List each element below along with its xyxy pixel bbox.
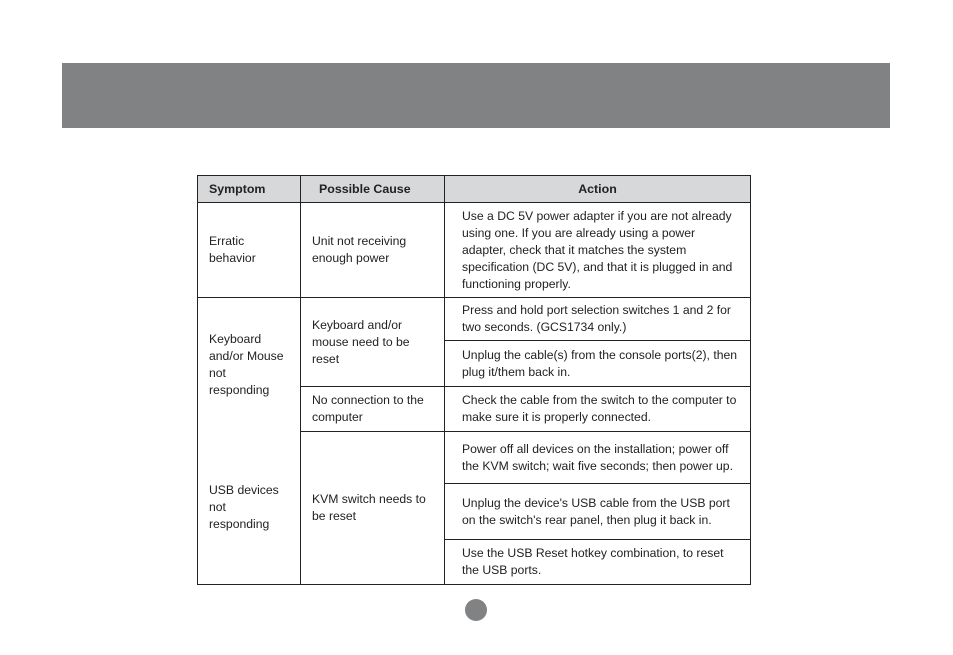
symptom-cell: Erratic behavior bbox=[198, 203, 301, 298]
table-row bbox=[198, 298, 751, 341]
action-cell: Power off all devices on the installation; power off the KVM switch; wait five seconds; then power up. bbox=[445, 432, 751, 484]
action-cell: Check the cable from the switch to the computer to make sure it is properly connected. bbox=[445, 387, 751, 432]
cause-cell: No connection to the computer bbox=[301, 387, 445, 432]
action-cell: Use a DC 5V power adapter if you are not already using one. If you are already using a power adapter, check that it matches the system specification (DC 5V), and that it is plugged in and functioning properly. bbox=[445, 203, 751, 298]
troubleshooting-table bbox=[197, 175, 751, 585]
action-cell: Press and hold port selection switches 1 and 2 for two seconds. (GCS1734 only.) bbox=[445, 298, 751, 341]
table-row bbox=[198, 432, 751, 484]
cause-cell: Keyboard and/or mouse need to be reset bbox=[301, 298, 445, 387]
header-action: Action bbox=[445, 176, 751, 203]
header-symptom: Symptom bbox=[198, 176, 301, 203]
cause-cell: Unit not receiving enough power bbox=[301, 203, 445, 298]
symptom-cell: Keyboard and/or Mouse not responding bbox=[198, 298, 301, 432]
action-cell: Unplug the cable(s) from the console ports(2), then plug it/them back in. bbox=[445, 341, 751, 387]
action-cell: Use the USB Reset hotkey combination, to reset the USB ports. bbox=[445, 540, 751, 585]
table-row bbox=[198, 203, 751, 298]
table-header-row bbox=[198, 176, 751, 203]
cause-cell: KVM switch needs to be reset bbox=[301, 432, 445, 585]
action-cell: Unplug the device's USB cable from the USB port on the switch's rear panel, then plug it back in. bbox=[445, 484, 751, 540]
header-band bbox=[62, 63, 890, 128]
symptom-cell: USB devices not responding bbox=[198, 432, 301, 585]
page-number-dot bbox=[465, 599, 487, 621]
header-possible-cause: Possible Cause bbox=[301, 176, 445, 203]
